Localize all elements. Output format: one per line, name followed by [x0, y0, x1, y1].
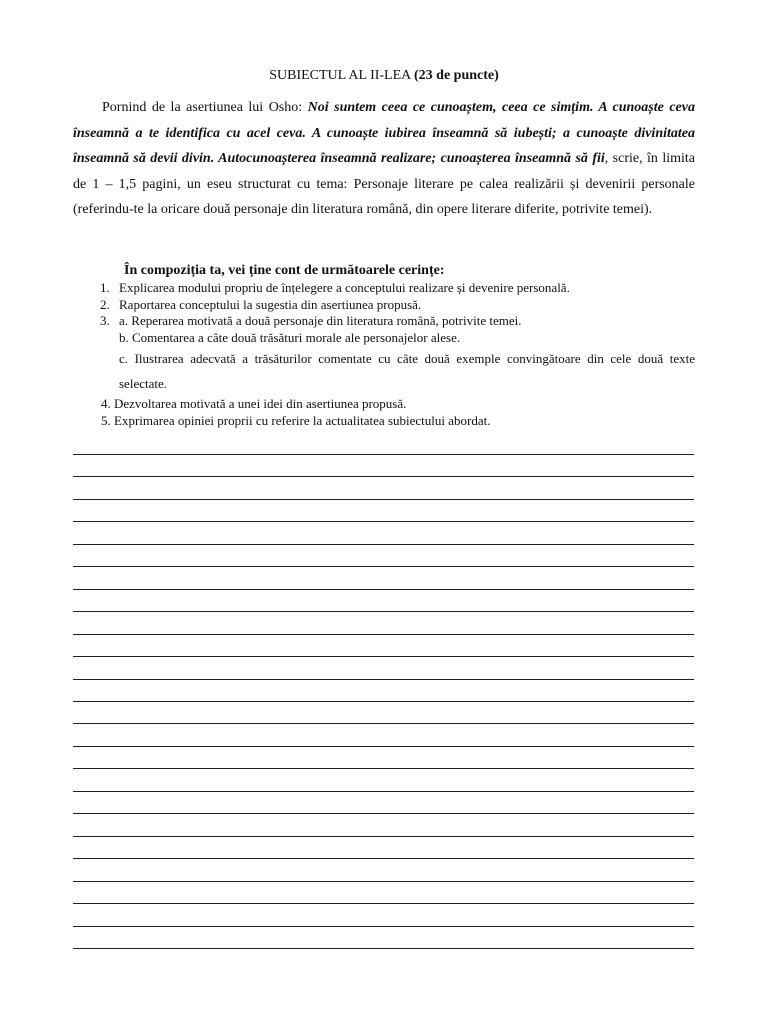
writing-line[interactable] — [73, 679, 694, 680]
requirement-3c: c. Ilustrarea adecvată a trăsăturilor comentate cu câte două exemple convingătoare din cele două texte selectate. — [119, 351, 695, 391]
title-points: (23 de puncte) — [414, 68, 499, 83]
prompt-intro: Pornind de la asertiunea lui Osho: — [102, 100, 308, 115]
writing-line[interactable] — [73, 836, 694, 837]
requirement-text: Explicarea modului propriu de înțelegere a conceptului realizare și devenire personală. — [119, 280, 570, 295]
requirement-number: 3. — [100, 313, 110, 328]
writing-line[interactable] — [73, 746, 694, 747]
requirement-number: 2. — [100, 296, 110, 312]
writing-line[interactable] — [73, 499, 694, 500]
writing-line[interactable] — [73, 948, 694, 949]
writing-line[interactable] — [73, 544, 694, 545]
requirement-3b: b. Comentarea a câte două trăsături morale ale personajelor alese. — [119, 329, 461, 345]
writing-line[interactable] — [73, 926, 694, 927]
writing-line[interactable] — [73, 858, 694, 859]
writing-line[interactable] — [73, 903, 694, 904]
writing-line[interactable] — [73, 723, 694, 724]
writing-line[interactable] — [73, 476, 694, 477]
requirements-heading: În compoziția ta, vei ține cont de următoarele cerințe: — [124, 263, 445, 278]
writing-line[interactable] — [73, 566, 694, 567]
writing-line[interactable] — [73, 881, 694, 882]
requirement-4: 4. Dezvoltarea motivată a unei idei din asertiunea propusă. — [101, 396, 407, 411]
writing-line[interactable] — [73, 813, 694, 814]
writing-line[interactable] — [73, 521, 694, 522]
writing-line[interactable] — [73, 634, 694, 635]
writing-line[interactable] — [73, 611, 694, 612]
writing-line[interactable] — [73, 768, 694, 769]
title-main: SUBIECTUL AL II-LEA — [269, 68, 411, 83]
writing-lines — [73, 0, 694, 1024]
prompt-quote: Noi suntem ceea ce cunoaștem, ceea ce simțim. A cunoaște ceva înseamnă a te identifica cu acel ceva. A cunoaște iubirea înseamnă să iubești; a cunoaște divinitatea înseamnă să devii divin. Autocunoașterea înseamnă realizare; cunoașterea înseamnă să fii — [73, 100, 695, 167]
writing-line[interactable] — [73, 701, 694, 702]
prompt-task: , scrie, în limita de 1 – 1,5 pagini, un eseu structurat cu tema: Personaje literare pe calea realizării și devenirii personale (referindu-te la oricare două personaje din literatura română, din opere literare diferite, potrivite temei). — [73, 151, 696, 218]
writing-line[interactable] — [73, 454, 694, 455]
writing-line[interactable] — [73, 589, 694, 590]
requirement-text: Raportarea conceptului la sugestia din asertiunea propusă. — [119, 296, 422, 312]
writing-line[interactable] — [73, 791, 694, 792]
requirement-5: 5. Exprimarea opiniei proprii cu referire la actualitatea subiectului abordat. — [101, 412, 491, 428]
requirement-number: 1. — [100, 280, 110, 295]
writing-line[interactable] — [73, 656, 694, 657]
requirement-text: a. Reperarea motivată a două personaje din literatura română, potrivite temei. — [119, 313, 522, 328]
